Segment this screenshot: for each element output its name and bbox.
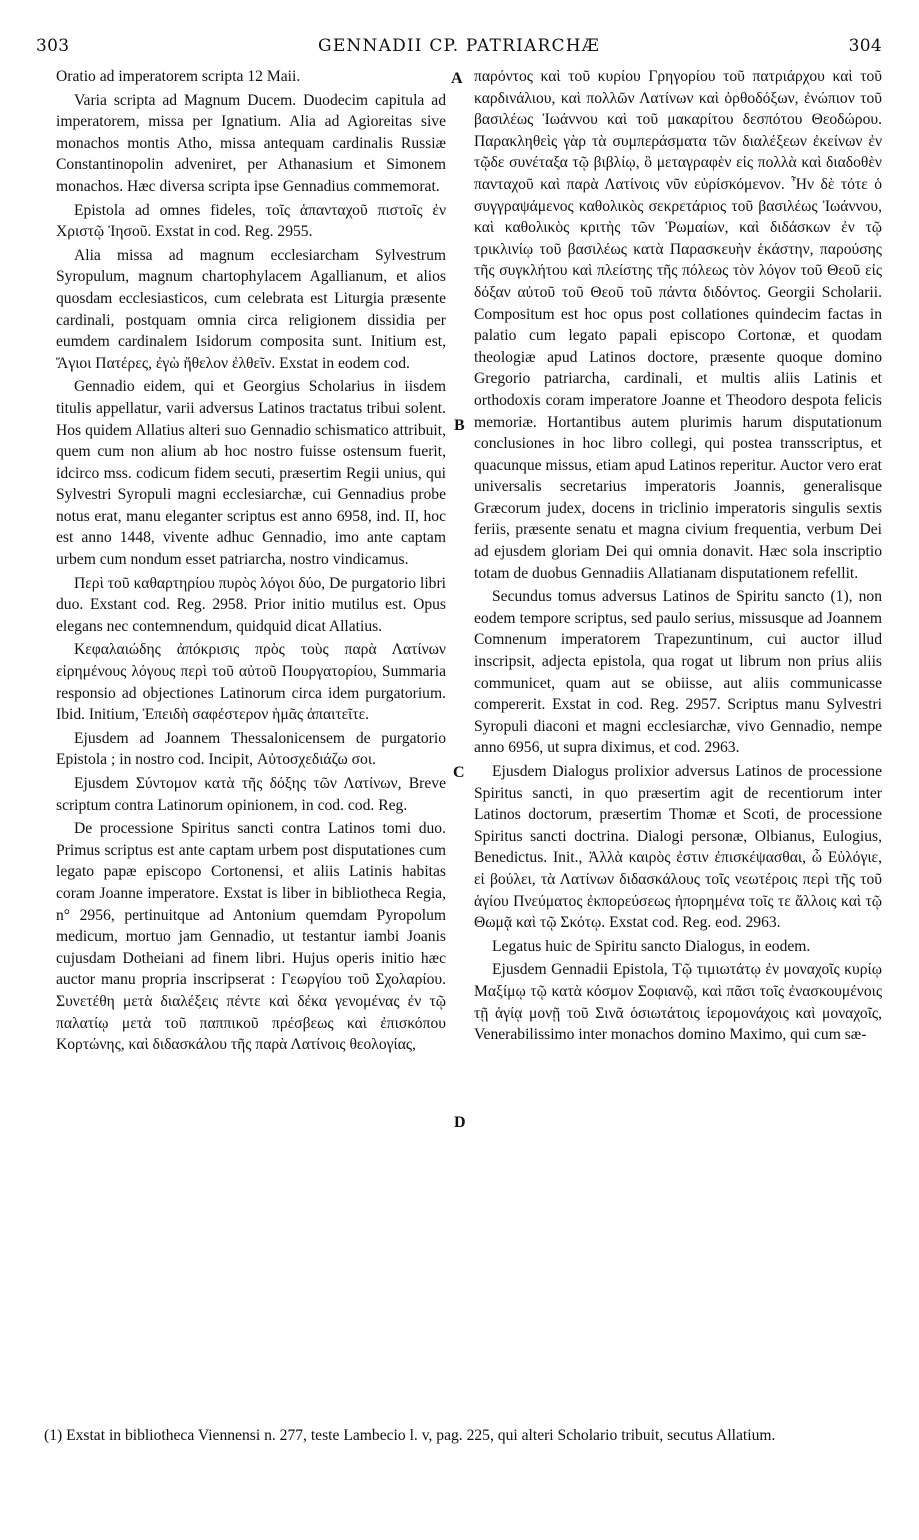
paragraph: Legatus huic de Spiritu sancto Dialogus, in eodem. [492, 937, 811, 955]
running-header [36, 36, 882, 62]
paragraph: Ejusdem Dialogus prolixior adversus Latinos de processione Spiritus sancti, in quo præsertim agit de recentiorum inter Latinos doctorum, præsertim Thomæ et Scoti, de processione Spiritus sancti doctrina. Dialogi personæ, Olbianus, Eulogius, Benedictus. Init., Ἀλλὰ καιρὸς ἐστιν ἐπισκέψασθαι, ὦ Εὐλόγιε, εἰ βούλει, τὰ Λατίνων διδασκάλους τοῖς νεωτέροις περὶ τῆς τοῦ ἁγίου Πνεύματος ἐκπορεύσεως ἠπορημένα τοῖς τε ἄλλοις καὶ τῷ Θωμᾷ καὶ τῷ Σκότῳ. Exstat cod. Reg. eod. 2963. [474, 763, 882, 932]
page-number-left: 303 [36, 36, 70, 56]
paragraph: Gennadio eidem, qui et Georgius Scholarius in iisdem titulis appellatur, varii adversus Latinos tractatus tribui solent. Hos quidem Allatius alteri suo Gennadio schismatico attribuit, quem cum non alium ab hoc nostro fuisse ostensum fuerit, idcirco mss. codicum fidem secuti, præsertim Regii unius, qui Sylvestri Syropuli magni ecclesiarchæ, cui Gennadius probe notus erat, manu eleganter scriptus est anno 6958, ind. II, hoc est anno 1448, vivente adhuc Gennadio, imo ante captam urbem cum nondum esset patriarcha, nostro vindicamus. [56, 378, 446, 569]
section-marker-b: B [454, 417, 465, 434]
paragraph: Epistola ad omnes fideles, τοῖς ἁπανταχοῦ πιστοῖς ἐν Χριστῷ Ἰησοῦ. Exstat in cod. Reg. 2955. [56, 201, 446, 241]
paragraph: Secundus tomus adversus Latinos de Spiritu sancto (1), non eodem tempore scriptus, sed paulo serius, missusque ad Joannem Comnenum imperatorem Trapezuntinum, cui auctor illud inscripsit, adjecta epistola, qua rogat ut librum non prius aliis communicet, quam aut se obiisse, aut aliis communicasse compererit. Exstat in cod. Reg. 2957. Scriptus manu Sylvestri Syropuli diaconi et magni ecclesiarchæ, vivo Gennadio, nempe anno 6956, ut supra diximus, et cod. 2963. [474, 588, 882, 757]
left-column [56, 66, 446, 1058]
running-title: GENNADII CP. PATRIARCHÆ [318, 36, 600, 56]
footnote [44, 1426, 884, 1446]
paragraph: Oratio ad imperatorem scripta 12 Maii. [56, 68, 301, 85]
section-marker-c: C [453, 764, 465, 781]
paragraph: Alia missa ad magnum ecclesiarcham Sylvestrum Syropulum, magnum chartophylacem Agallianum, et alios quosdam ecclesiasticos, cum celebrata est Liturgia præsente cardinali, postquam omnia circa religionem dissidia per eumdem cardinalem Isidorum composita sunt. Initium est, Ἅγιοι Πατέρες, ἐγὼ ἤθελον ἐλθεῖν. Exstat in eodem cod. [56, 246, 446, 372]
section-marker-d: D [454, 1114, 466, 1131]
section-marker-a: A [451, 70, 463, 87]
paragraph: Ejusdem ad Joannem Thessalonicensem de purgatorio Epistola ; in nostro cod. Incipit, Αὐτοσχεδιάζω σοι. [56, 729, 446, 769]
paragraph: παρόντος καὶ τοῦ κυρίου Γρηγορίου τοῦ πατριάρχου καὶ τοῦ καρδινάλιου, καὶ πολλῶν Λατίνων καὶ ὀρθοδόξων, ἐνώπιον τοῦ βασιλέως Ἰωάννου καὶ τοῦ μακαρίτου δεσπότου Θεοδώρου. Παρακληθεὶς γὰρ τὰ συμπεράσματα τῶν διαλέξεων ἐκείνων ἐν τῷδε συνέταξα τῷ βιβλίῳ, ὃ μεταγραφὲν εἰς πολλὰ καὶ διαδοθὲν πανταχοῦ καὶ παρὰ Λατίνοις νῦν εὑρίσκόμενον. Ἦν δὲ τότε ὁ συγγραψάμενος καθολικὸς σεκρετάριος τοῦ βασιλέως Ἰωάννου, καὶ καθολικὸς κριτὴς τῶν Ῥωμαίων, καὶ διδάσκων ἐν τῷ τρικλινίῳ τοῦ βασιλέως κατὰ Παρασκευὴν ἑκάστην, παρούσης τῆς συγκλήτου καὶ πλείστης τῆς πόλεως τὸν λόγον τοῦ Θεοῦ εἰς δόξαν αὐτοῦ τοῦ Θεοῦ τοῦ πάντα διδόντος. Georgii Scholarii. Compositum est hoc opus post collationes quindecim factas in palatio cum legato papali episcopo Cortonæ, et quodam theologiæ apud Latinos doctore, præsente quoque domino Gregorio patriarcha, cardinali, et multis aliis Latinis et orthodoxis coram imperatore Joanne et Theodoro despota felicis memoriæ. Hortantibus autem plurimis harum disputationum conclusiones in hoc libro collegi, qui postea transscriptus, et quacunque missus, etiam apud Latinos reperitur. Auctor vero erat universalis secretarius imperatoris Joannis, generalisque Græcorum judex, docens in triclinio imperatoris singulis sextis feriis, præsente senatu et magna civium frequentia, verbum Dei ad ejusdem gloriam Dei qui omnia donavit. Hæc sola inscriptio totam de duobus Gennadiis Allatianam disputationem refellit. [474, 68, 882, 582]
paragraph: Περὶ τοῦ καθαρτηρίου πυρὸς λόγοι δύο, De purgatorio libri duo. Exstant cod. Reg. 2958. Prior initio mutilus est. Opus elegans nec contemnendum, quidquid dicat Allatius. [56, 574, 446, 635]
paragraph: Varia scripta ad Magnum Ducem. Duodecim capitula ad imperatorem, missa per Ignatium. Alia ad Agioreitas sive monachos montis Atho, missa antequam cardinalis Russiæ Constantinopolin adveniret, per Athanasium et Simonem monachos. Hæc diversa scripta ipse Gennadius commemorat. [56, 91, 446, 195]
paragraph: De processione Spiritus sancti contra Latinos tomi duo. Primus scriptus est ante captam urbem post disputationes cum legato papæ episcopo Cortonensi, et aliis Latinis habitas coram Joanne imperatore. Exstat is liber in bibliotheca Regia, n° 2956, pertinuitque ad Antonium quemdam Pyropolum medicum, mortuo jam Gennadio, ut testantur iambi Joanis cujusdam Dotheiani ad finem libri. Hujus operis initio hæc auctor manu propria inscripserat : Γεωργίου τοῦ Σχολαρίου. Συνετέθη μετὰ διαλέξεις πέντε καὶ δέκα γενομένας ἐν τῷ παλατίῳ μετὰ τοῦ παππικοῦ πρέσβεως καὶ ἐπισκόπου Κορτώνης, καὶ διδασκάλου τῆς παρὰ Λατίνοις θεολογίας, [56, 820, 446, 1054]
paragraph: Ejusdem Σύντομον κατὰ τῆς δόξης τῶν Λατίνων, Breve scriptum contra Latinorum opinionem, in cod. cod. Reg. [56, 775, 446, 814]
page-number-right: 304 [848, 36, 882, 56]
right-column [474, 66, 882, 1048]
paragraph: Κεφαλαιώδης ἀπόκρισις πρὸς τοὺς παρὰ Λατίνων εἰρημένους λόγους περὶ τοῦ αὐτοῦ Πουργατορίου, Summaria responsio ad objectiones Latinorum circa idem purgatorium. Ibid. Initium, Ἐπειδὴ σαφέστερον ἡμᾶς ἀπαιτεῖτε. [56, 641, 446, 724]
footnote-text: (1) Exstat in bibliotheca Viennensi n. 277, teste Lambecio l. v, pag. 225, qui alteri Scholario tribuit, secutus Allatium. [44, 1427, 776, 1444]
paragraph: Ejusdem Gennadii Epistola, Τῷ τιμιωτάτῳ ἐν μοναχοῖς κυρίῳ Μαξίμῳ τῷ κατὰ κόσμον Σοφιανῷ, καὶ πᾶσι τοῖς ἐνασκουμένοις τῇ ἁγίᾳ μονῇ τοῦ Σινᾶ ὁσιωτάτοις ἱερομονάχοις καὶ μοναχοῖς, Venerabilissimo inter monachos domino Maximo, qui cum sæ- [474, 961, 882, 1044]
